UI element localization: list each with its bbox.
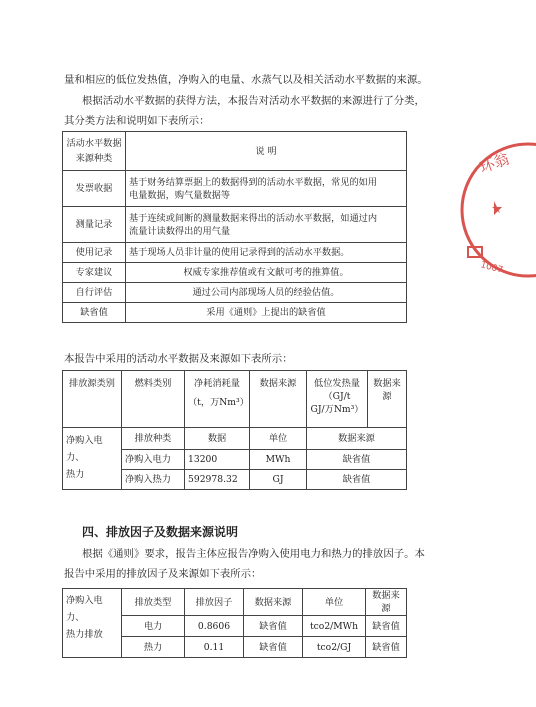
intro-line-1: 量和相应的低位发热值，净购入的电量、水蒸气以及相关活动水平数据的来源。 bbox=[64, 74, 428, 86]
header-data-source: 数据来源 bbox=[244, 589, 303, 616]
header-data-source: 数据来源 bbox=[250, 371, 307, 428]
company-seal-stamp bbox=[456, 135, 536, 285]
header-calorific-unit: GJ/万Nm³） bbox=[310, 404, 364, 415]
header-emission-type: 排放类型 bbox=[122, 589, 185, 616]
row-unit: GJ bbox=[250, 470, 307, 490]
row-unit: tco2/GJ bbox=[303, 637, 366, 658]
header-consumption-unit: （t，万Nm³） bbox=[188, 397, 249, 408]
row-unit: tco2/MWh bbox=[303, 616, 366, 637]
row-description-line: 基于连续或间断的测量数据来得出的活动水平数据，如通过内 bbox=[129, 212, 378, 224]
row-description: 采用《通则》上提出的缺省值 bbox=[126, 303, 407, 323]
row-kind: 净购入电力 bbox=[122, 450, 185, 470]
source-classification-table bbox=[62, 131, 407, 323]
header-fuel-type: 燃料类别 bbox=[122, 371, 185, 428]
group-label-line: 净购入电力、 bbox=[66, 595, 103, 623]
header-consumption-line: 净耗消耗量 bbox=[194, 378, 240, 389]
seal-star-icon bbox=[492, 201, 502, 215]
row-source: 缺省值 bbox=[244, 616, 303, 637]
header-calorific-line: 低位发热量 bbox=[314, 378, 360, 389]
row-type: 电力 bbox=[122, 616, 185, 637]
row-description-line: 电量数据，购气量数据等 bbox=[129, 189, 231, 201]
row-type: 使用记录 bbox=[63, 243, 126, 263]
header-source-category: 排放源类别 bbox=[63, 371, 122, 428]
activity-intro: 本报告中采用的活动水平数据及来源如下表所示： bbox=[64, 353, 293, 365]
header-calorific-unit: （GJ/t bbox=[323, 391, 351, 402]
row-unit: MWh bbox=[250, 450, 307, 470]
row-description-line: 流量计读数得出的用气量 bbox=[129, 225, 231, 237]
table-row bbox=[63, 243, 407, 263]
header-source-type-text: 活动水平数据来源种类 bbox=[66, 138, 122, 164]
table-row bbox=[63, 283, 407, 303]
row-kind: 净购入热力 bbox=[122, 470, 185, 490]
row-type: 自行评估 bbox=[63, 283, 126, 303]
group-label-line: 热力排放 bbox=[66, 629, 103, 640]
table-row bbox=[63, 303, 407, 323]
row-description bbox=[126, 207, 407, 243]
row-description: 基于现场人员非计量的使用记录得到的活动水平数据。 bbox=[126, 243, 407, 263]
table-header-row bbox=[63, 371, 407, 428]
row-source-2: 缺省值 bbox=[366, 637, 407, 658]
group-label-line: 热力 bbox=[66, 469, 85, 480]
group-label-line: 净购入电力、 bbox=[66, 435, 103, 463]
emission-factor-table bbox=[62, 588, 407, 658]
header-data-source-2: 数据来源 bbox=[366, 589, 407, 616]
header-consumption bbox=[185, 371, 250, 428]
row-source: 缺省值 bbox=[307, 450, 407, 470]
row-type: 测量记录 bbox=[63, 207, 126, 243]
sub-header-data: 数据 bbox=[185, 428, 250, 450]
row-type: 发票收据 bbox=[63, 171, 126, 207]
intro-line-2: 根据活动水平数据的获得方法，本报告对活动水平数据的来源进行了分类， bbox=[82, 95, 425, 107]
row-source: 缺省值 bbox=[244, 637, 303, 658]
row-description: 通过公司内部现场人员的经验估值。 bbox=[126, 283, 407, 303]
intro-line-3: 其分类方法和说明如下表所示： bbox=[64, 115, 210, 127]
row-type: 专家建议 bbox=[63, 263, 126, 283]
header-data-source-2: 数据来源 bbox=[368, 371, 407, 428]
row-value: 592978.32 bbox=[185, 470, 250, 490]
header-source-type bbox=[63, 132, 126, 171]
row-source: 缺省值 bbox=[307, 470, 407, 490]
activity-data-table bbox=[62, 370, 407, 490]
row-factor: 0.11 bbox=[185, 637, 244, 658]
row-description bbox=[126, 171, 407, 207]
section-heading: 四、排放因子及数据来源说明 bbox=[82, 525, 239, 539]
header-emission-factor: 排放因子 bbox=[185, 589, 244, 616]
table-header-row bbox=[63, 589, 407, 616]
row-source-2: 缺省值 bbox=[366, 616, 407, 637]
table-row bbox=[63, 263, 407, 283]
sub-header-unit: 单位 bbox=[250, 428, 307, 450]
sub-header-kind: 排放种类 bbox=[122, 428, 185, 450]
row-description: 权威专家推荐值或有文献可考的推算值。 bbox=[126, 263, 407, 283]
section4-line-2: 报告中采用的排放因子及来源如下表所示： bbox=[64, 568, 262, 580]
row-factor: 0.8606 bbox=[185, 616, 244, 637]
row-type: 缺省值 bbox=[63, 303, 126, 323]
row-description-line: 基于财务结算票据上的数据得到的活动水平数据，常见的如用 bbox=[129, 176, 378, 188]
group-label bbox=[63, 589, 122, 658]
group-label bbox=[63, 428, 122, 490]
section4-line-1: 根据《通则》要求，报告主体应报告净购入使用电力和热力的排放因子。本 bbox=[82, 548, 425, 560]
row-type: 热力 bbox=[122, 637, 185, 658]
row-value: 13200 bbox=[185, 450, 250, 470]
header-description: 说 明 bbox=[126, 132, 407, 171]
seal-text-top: 环翁 bbox=[477, 149, 512, 177]
seal-text-bottom: 1007 bbox=[479, 260, 504, 276]
header-calorific-value bbox=[307, 371, 368, 428]
table-row bbox=[63, 428, 407, 450]
table-row bbox=[63, 207, 407, 243]
table-row bbox=[63, 171, 407, 207]
sub-header-source: 数据来源 bbox=[307, 428, 407, 450]
table-header-row bbox=[63, 132, 407, 171]
header-unit: 单位 bbox=[303, 589, 366, 616]
